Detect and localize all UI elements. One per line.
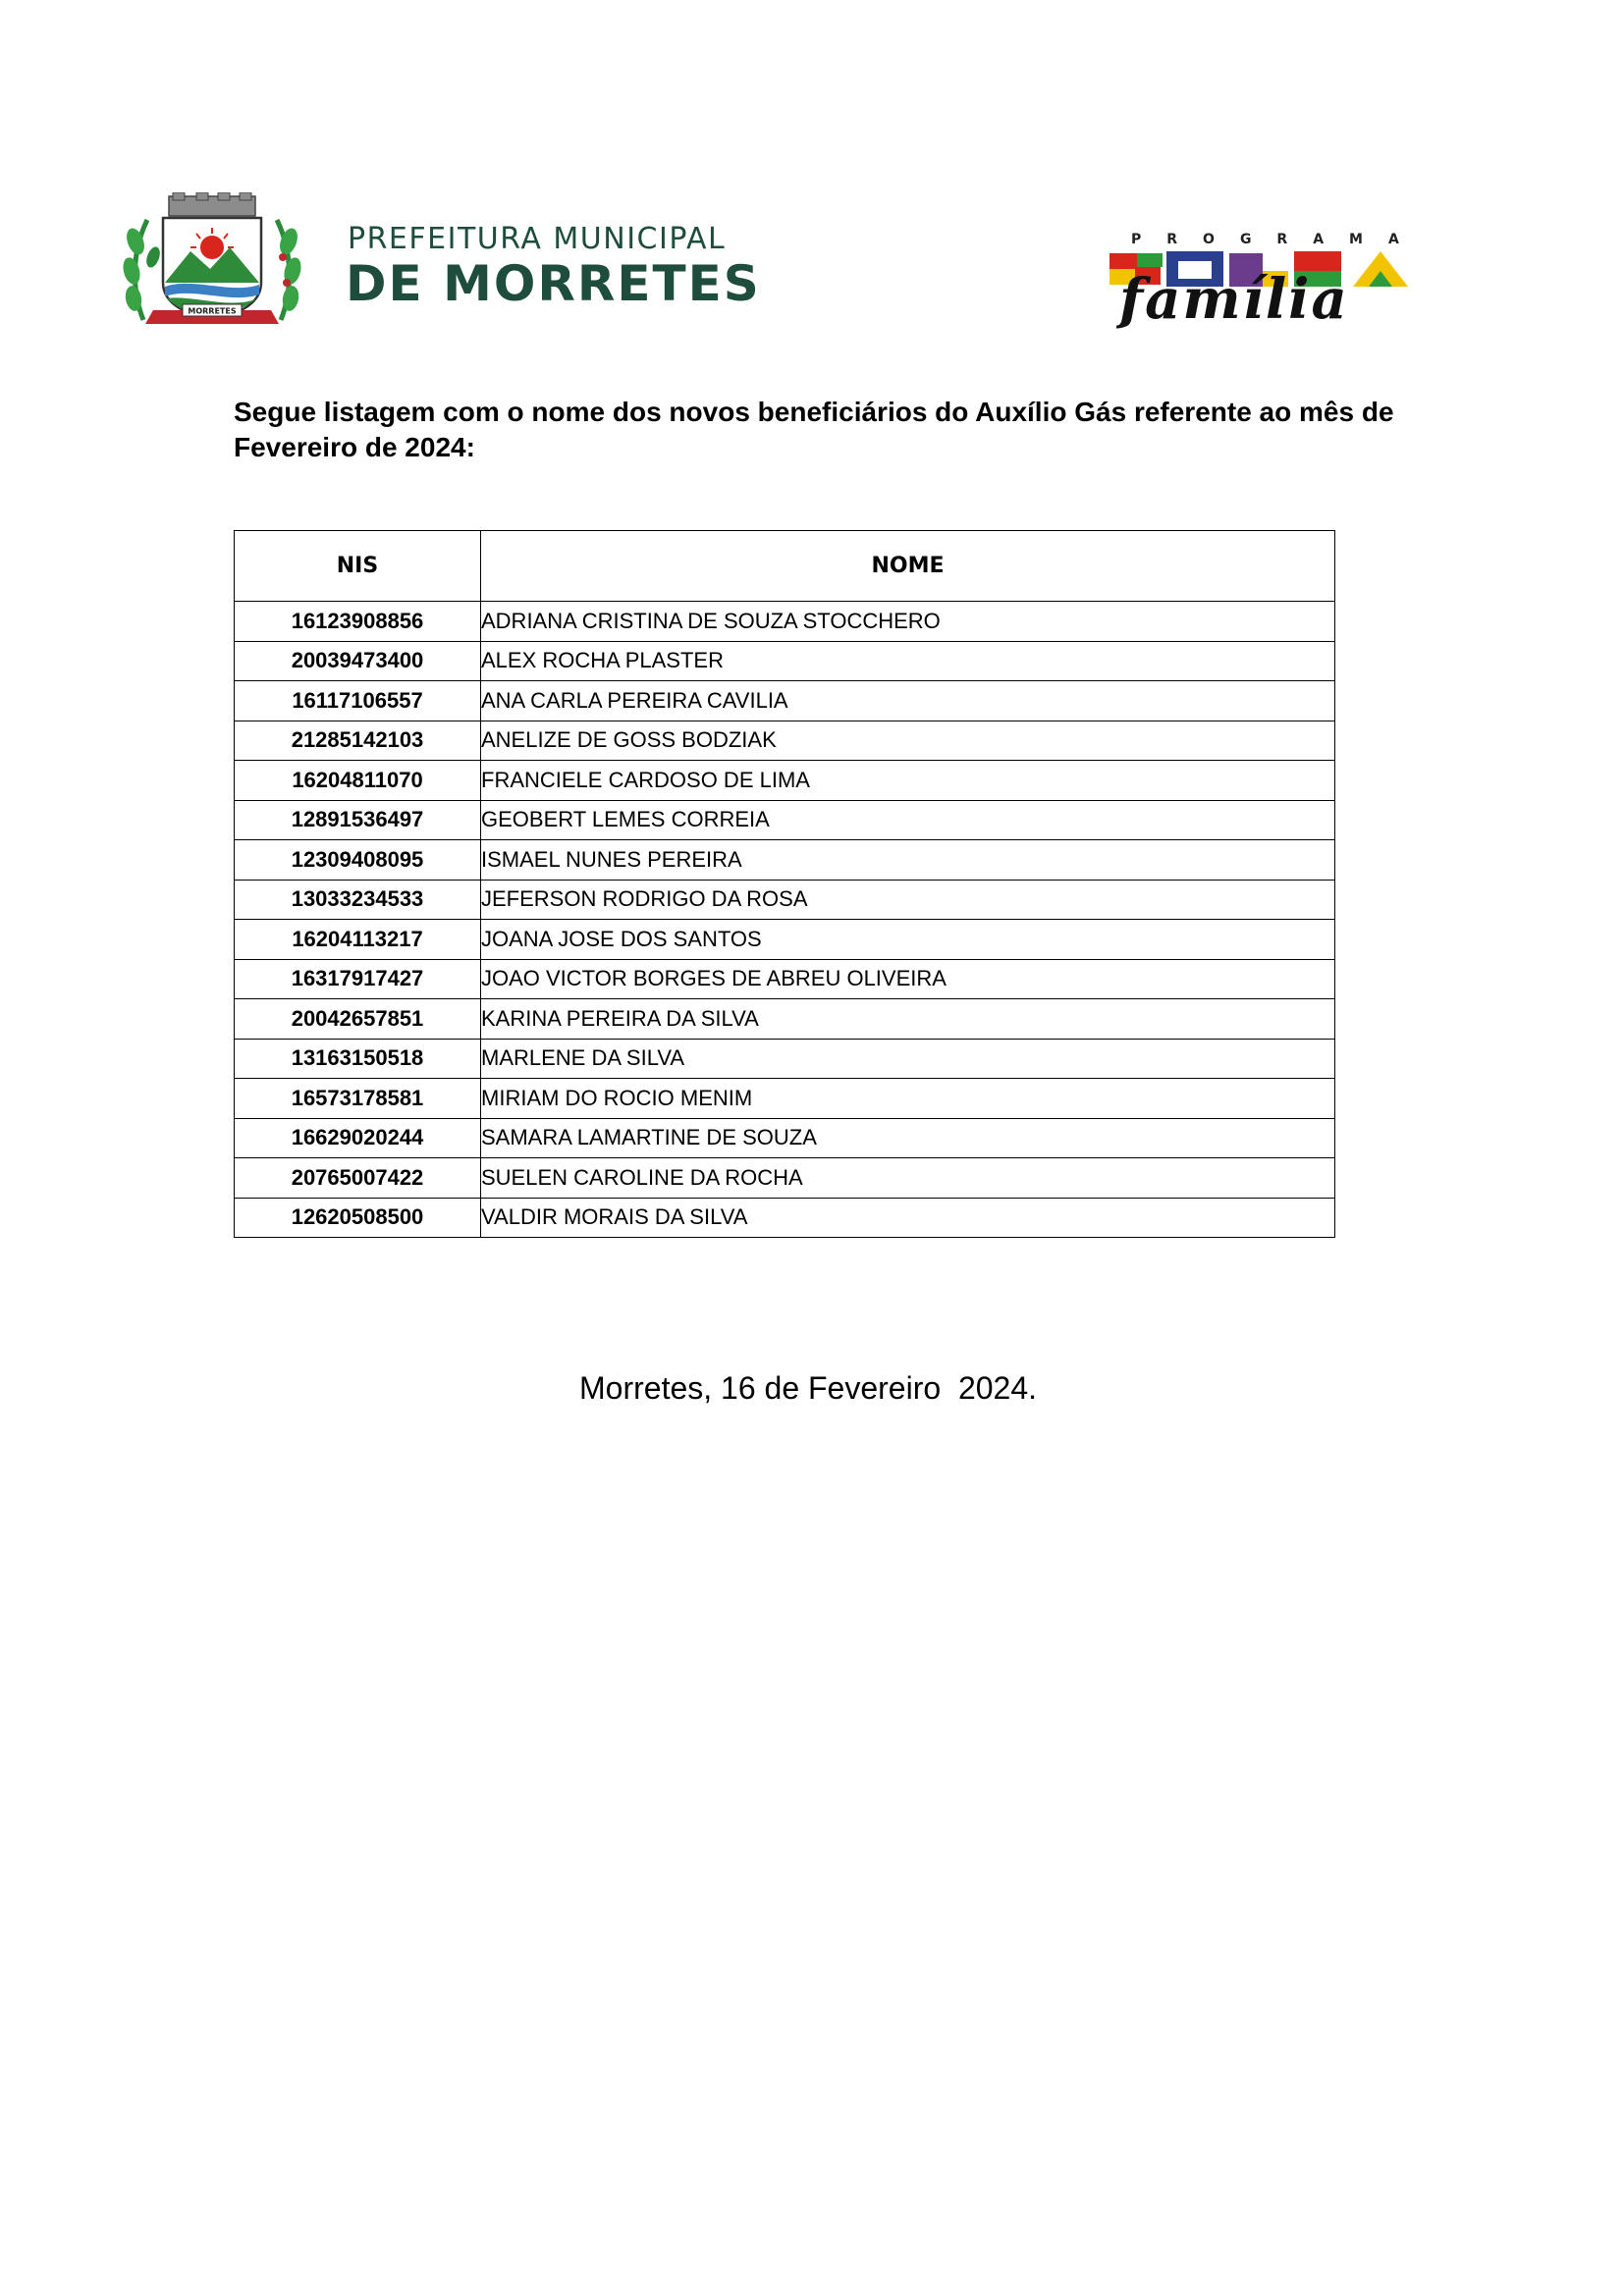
table-row — [235, 999, 1335, 1040]
nis-cell: 20765007422 — [235, 1158, 481, 1199]
nome-cell: VALDIR MORAIS DA SILVA — [481, 1198, 1335, 1238]
table-row — [235, 959, 1335, 999]
nis-cell: 12891536497 — [235, 800, 481, 840]
nis-cell: 20042657851 — [235, 999, 481, 1040]
crest-banner-label: MORRETES — [188, 306, 237, 316]
table-row — [235, 641, 1335, 681]
table-row — [235, 721, 1335, 761]
nome-cell: KARINA PEREIRA DA SILVA — [481, 999, 1335, 1040]
nome-cell: SAMARA LAMARTINE DE SOUZA — [481, 1118, 1335, 1158]
nome-cell: FRANCIELE CARDOSO DE LIMA — [481, 761, 1335, 801]
nis-cell: 16117106557 — [235, 681, 481, 721]
nis-cell: 16573178581 — [235, 1079, 481, 1119]
table-row — [235, 761, 1335, 801]
morretes-coat-of-arms-icon — [114, 192, 310, 336]
nome-cell: ANA CARLA PEREIRA CAVILIA — [481, 681, 1335, 721]
table-header-row — [235, 531, 1335, 602]
table-row — [235, 840, 1335, 881]
nome-cell: ALEX ROCHA PLASTER — [481, 641, 1335, 681]
familia-label: família — [1119, 267, 1349, 332]
bolsa-familia-logo — [1108, 228, 1441, 332]
date-location-line: Morretes, 16 de Fevereiro 2024. — [579, 1370, 1038, 1406]
table-row — [235, 920, 1335, 960]
table-row — [235, 1118, 1335, 1158]
nome-cell: SUELEN CAROLINE DA ROCHA — [481, 1158, 1335, 1199]
nis-cell: 16629020244 — [235, 1118, 481, 1158]
nis-cell: 16123908856 — [235, 602, 481, 642]
nome-cell: ANELIZE DE GOSS BODZIAK — [481, 721, 1335, 761]
table-row — [235, 681, 1335, 721]
table-row — [235, 1079, 1335, 1119]
nome-cell: GEOBERT LEMES CORREIA — [481, 800, 1335, 840]
prefeitura-logo — [114, 192, 831, 336]
table-row — [235, 800, 1335, 840]
nome-cell: JOAO VICTOR BORGES DE ABREU OLIVEIRA — [481, 959, 1335, 999]
nis-cell: 13033234533 — [235, 880, 481, 920]
prefeitura-title-line2: DE MORRETES — [346, 255, 761, 312]
table-row — [235, 1039, 1335, 1079]
nome-cell: MARLENE DA SILVA — [481, 1039, 1335, 1079]
nis-cell: 16204113217 — [235, 920, 481, 960]
nome-cell: ISMAEL NUNES PEREIRA — [481, 840, 1335, 881]
nis-cell: 16317917427 — [235, 959, 481, 999]
nome-cell: MIRIAM DO ROCIO MENIM — [481, 1079, 1335, 1119]
header-nis: NIS — [235, 531, 481, 602]
beneficiaries-table — [234, 530, 1335, 1238]
nis-cell: 21285142103 — [235, 721, 481, 761]
table-row — [235, 1158, 1335, 1199]
nis-cell: 13163150518 — [235, 1039, 481, 1079]
nis-cell: 12620508500 — [235, 1198, 481, 1238]
table-row — [235, 602, 1335, 642]
nis-cell: 12309408095 — [235, 840, 481, 881]
nome-cell: JOANA JOSE DOS SANTOS — [481, 920, 1335, 960]
table-row — [235, 880, 1335, 920]
header-nome: NOME — [481, 531, 1335, 602]
nis-cell: 20039473400 — [235, 641, 481, 681]
programa-label: PROGRAMA — [1131, 232, 1425, 247]
intro-text: Segue listagem com o nome dos novos beneficiários do Auxílio Gás referente ao mês de Fevereiro de 2024: — [234, 397, 1394, 462]
nis-cell: 16204811070 — [235, 761, 481, 801]
prefeitura-title-line1: PREFEITURA MUNICIPAL — [348, 222, 727, 256]
table-row — [235, 1198, 1335, 1238]
nome-cell: ADRIANA CRISTINA DE SOUZA STOCCHERO — [481, 602, 1335, 642]
nome-cell: JEFERSON RODRIGO DA ROSA — [481, 880, 1335, 920]
